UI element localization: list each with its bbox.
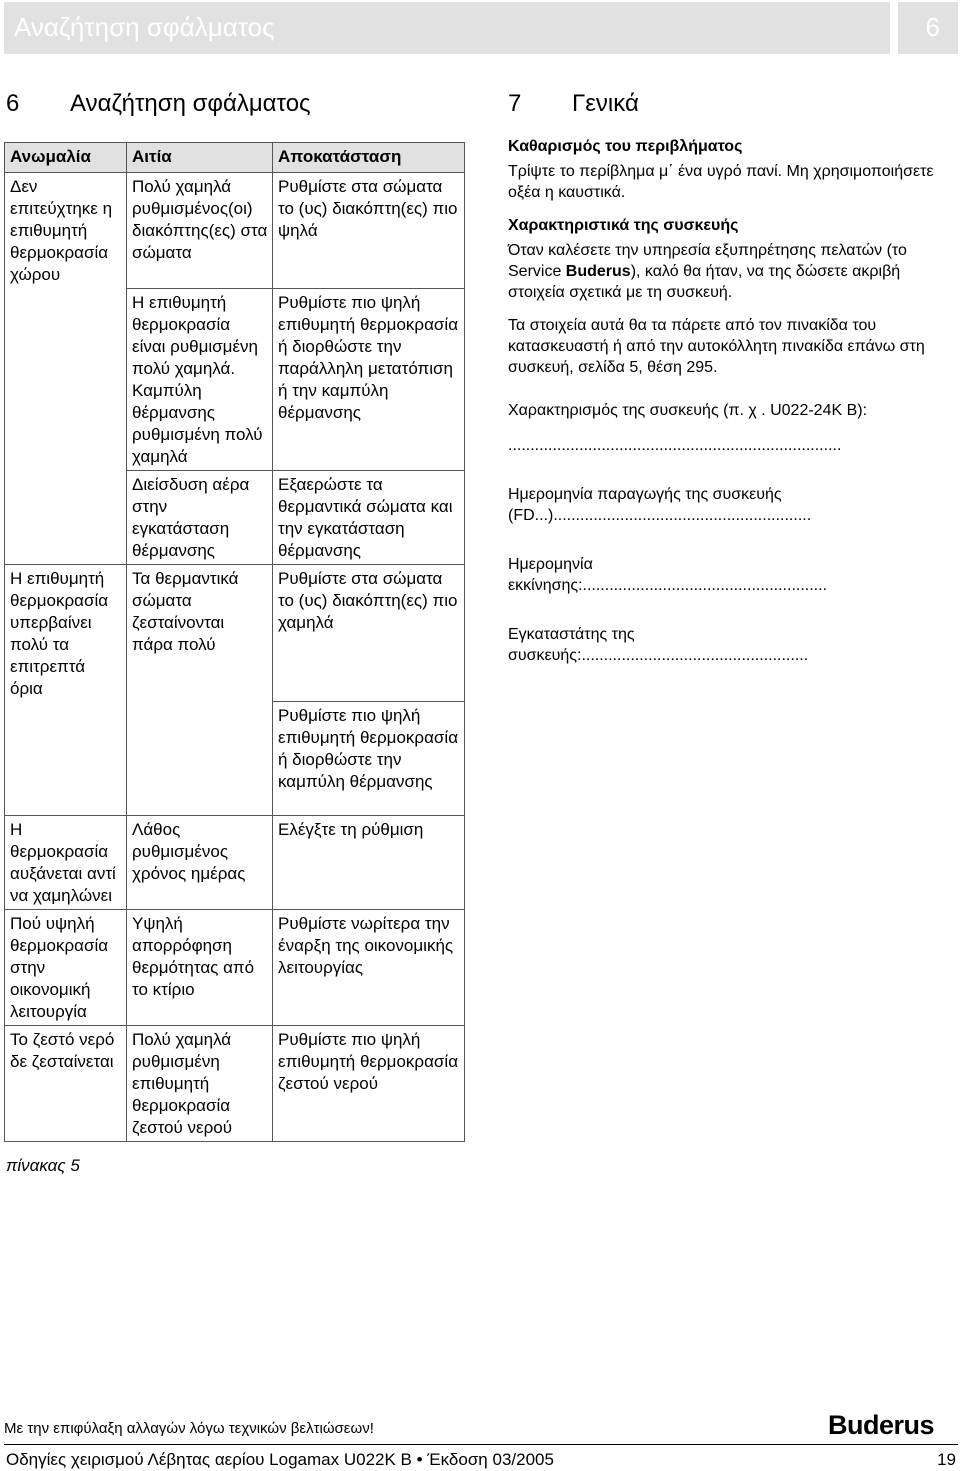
footer-note: Με την επιφύλαξη αλλαγών λόγω τεχνικών βελτιώσεων! (4, 1420, 374, 1437)
anomaly-cell: Δεν επιτεύχτηκε η επιθυμητή θερμοκρασία χώρου (5, 173, 127, 289)
col-header-fix: Αποκατάσταση (273, 143, 465, 173)
table-row (5, 815, 465, 909)
section-7-number: 7 (508, 90, 522, 117)
production-date-label: Ημερομηνία παραγωγής της συσκευής (FD...).......................................................... (508, 486, 812, 524)
anomaly-cell (5, 288, 127, 470)
fix-cell: Ρυθμίστε πιο ψηλή επιθυμητή θερμοκρασία ή διορθώστε την καμπύλη θέρμανσης (273, 702, 465, 816)
col-header-anomaly: Ανωμαλία (5, 143, 127, 173)
anomaly-cell: Πού υψηλή θερμοκρασία στην οικονομική λειτουργία (5, 909, 127, 1025)
fix-cell: Ρυθμίστε στα σώματα το (υς) διακόπτη(ες) πιο χαμηλά (273, 564, 465, 702)
cause-cell: Τα θερμαντικά σώματα ζεσταίνονται πάρα πολύ (127, 564, 273, 702)
fix-cell: Ρυθμίστε στα σώματα το (υς) διακόπτη(ες) πιο ψηλά (273, 173, 465, 289)
table-row (5, 173, 465, 289)
header-chapter-box (898, 2, 958, 54)
fix-cell: Ρυθμίστε νωρίτερα την έναρξη της οικονομικής λειτουργίας (273, 909, 465, 1025)
specs-text (508, 240, 956, 303)
table-row (5, 909, 465, 1025)
specs-brand: Buderus (565, 263, 631, 280)
header-chapter-number: 6 (925, 12, 940, 42)
installer-label: Εγκαταστάτης της συσκευής:................................................... (508, 626, 809, 664)
startup-date-label: Ημερομηνία εκκίνησης:....................................................... (508, 556, 828, 594)
anomaly-cell: Η θερμοκρασία αυξάνεται αντί να χαμηλώνει (5, 815, 127, 909)
fault-table (4, 142, 465, 1142)
table-caption: πίνακας 5 (6, 1156, 80, 1175)
footer-divider (4, 1444, 958, 1445)
table-row (5, 470, 465, 564)
table-header-row (5, 143, 465, 173)
page-number: 19 (937, 1450, 956, 1469)
table-row (5, 564, 465, 702)
cause-cell: Υψηλή απορρόφηση θερμότητας από το κτίριο (127, 909, 273, 1025)
anomaly-cell: Η επιθυμητή θερμοκρασία υπερβαίνει πολύ τα επιτρεπτά όρια (5, 564, 127, 702)
anomaly-cell (5, 470, 127, 564)
specs-text-start: Όταν καλέσετε την υπηρεσία εξυπηρέτησης πελατών (το Service (508, 242, 907, 280)
section-7-title: Γενικά (572, 90, 639, 117)
designation-dots: ........................................................................... (508, 437, 842, 454)
footer-document: Οδηγίες χειρισμού Λέβητας αερίου Logamax U022K B • Έκδοση 03/2005 (6, 1450, 554, 1469)
cause-cell: Πολύ χαμηλά ρυθμισμένος(οι) διακόπτης(ες) στα σώματα (127, 173, 273, 289)
cause-cell: Η επιθυμητή θερμοκρασία είναι ρυθμισμένη πολύ χαμηλά. Καμπύλη θέρμανσης ρυθμισμένη πολύ χαμηλά (127, 288, 273, 470)
cause-cell: Πολύ χαμηλά ρυθμισμένη επιθυμητή θερμοκρασία ζεστού νερού (127, 1025, 273, 1141)
cleaning-heading: Καθαρισμός του περιβλήματος (508, 138, 743, 155)
header-title: Αναζήτηση σφάλματος (14, 12, 275, 42)
cause-cell: Λάθος ρυθμισμένος χρόνος ημέρας (127, 815, 273, 909)
general-section (508, 136, 956, 678)
cleaning-text: Τρίψτε το περίβλημα μ΄ ένα υγρό πανί. Μη χρησιμοποιήσετε οξέα η καυστικά. (508, 163, 934, 201)
cause-cell (127, 702, 273, 816)
anomaly-cell: Το ζεστό νερό δε ζεσταίνεται (5, 1025, 127, 1141)
table-row (5, 288, 465, 470)
cause-cell: Διείσδυση αέρα στην εγκατάσταση θέρμανσης (127, 470, 273, 564)
fix-cell: Ρυθμίστε πιο ψηλή επιθυμητή θερμοκρασία ή διορθώστε την παράλληλη μετατόπιση ή την καμπύλη θέρμανσης (273, 288, 465, 470)
table-row (5, 702, 465, 816)
specs-heading: Χαρακτηριστικά της συσκευής (508, 217, 739, 234)
buderus-logo: Buderus (828, 1410, 935, 1440)
section-6-number: 6 (6, 90, 20, 117)
anomaly-cell (5, 702, 127, 816)
fix-cell: Εξαερώστε τα θερμαντικά σώματα και την εγκατάσταση θέρμανσης (273, 470, 465, 564)
col-header-cause: Αιτία (127, 143, 273, 173)
fix-cell: Ελέγξτε τη ρύθμιση (273, 815, 465, 909)
header-title-bar (4, 2, 890, 54)
section-6-title: Αναζήτηση σφάλματος (70, 90, 311, 117)
designation-label: Χαρακτηρισμός της συσκευής (π. χ . U022-24K B): (508, 402, 868, 419)
fix-cell: Ρυθμίστε πιο ψηλή επιθυμητή θερμοκρασία ζεστού νερού (273, 1025, 465, 1141)
specs-text-end: ), καλό θα ήταν, να της δώσετε ακριβή στοιχεία σχετικά με τη συσκευή. (508, 263, 901, 301)
specs-text-2: Τα στοιχεία αυτά θα τα πάρετε από τον πινακίδα του κατασκευαστή ή από την αυτοκόλλητη πινακίδα επάνω στη συσκευή, σελίδα 5, θέση 295. (508, 317, 925, 376)
table-row (5, 1025, 465, 1141)
